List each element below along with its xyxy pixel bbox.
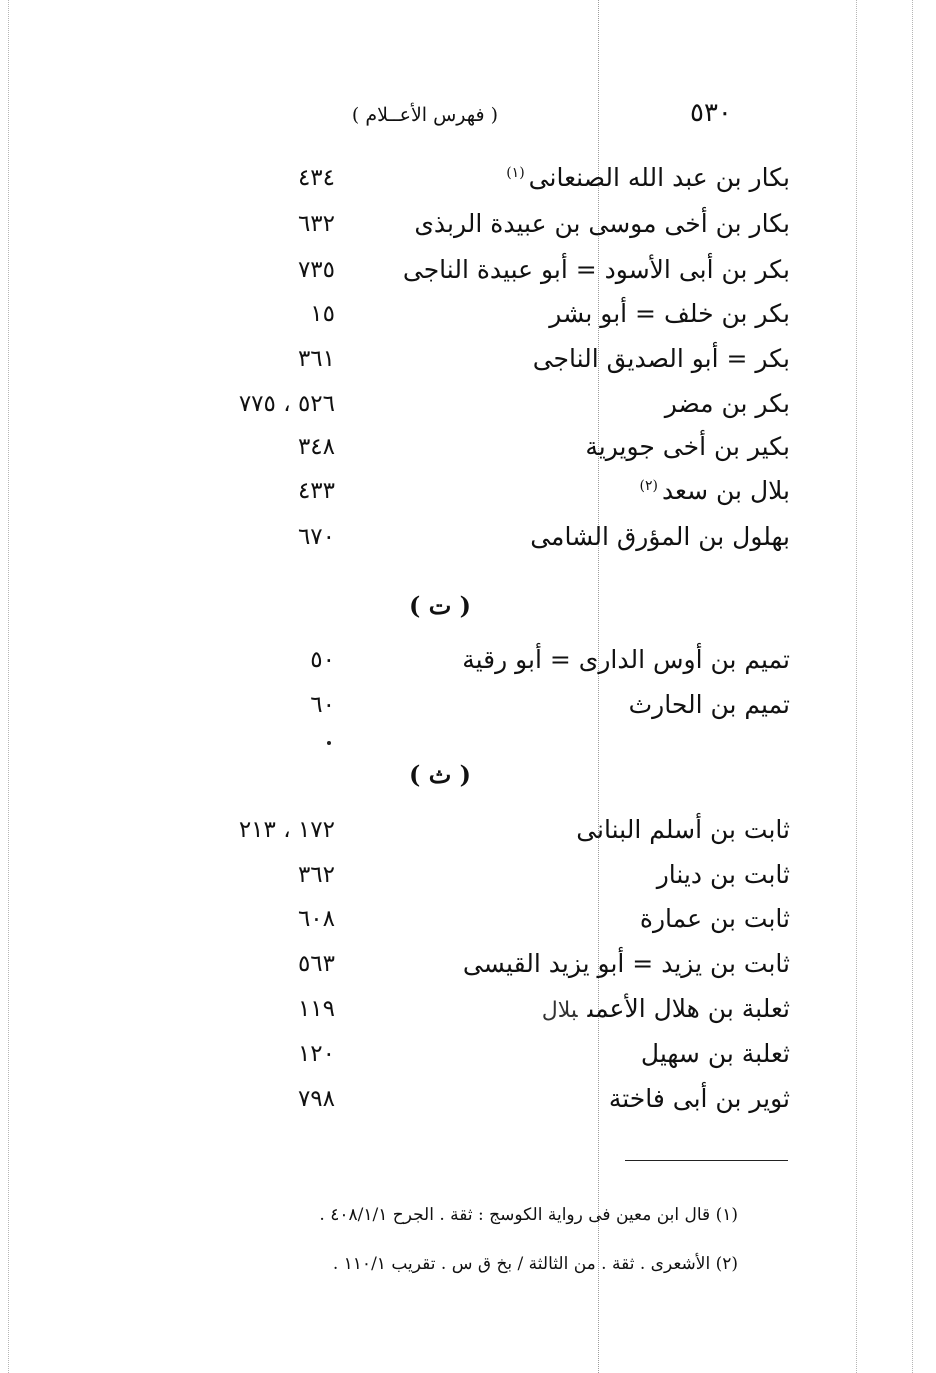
entry-name: بكار بن عبد الله الصنعانى bbox=[528, 163, 790, 192]
entry-pages: ٥٦٣ bbox=[297, 951, 335, 977]
entry-name: بكير بن أخى جويرية bbox=[585, 432, 790, 461]
footnote-ref: (١) bbox=[506, 164, 525, 181]
entry-pages: ٦٠ bbox=[310, 692, 335, 718]
index-entry bbox=[180, 522, 790, 562]
entry-pages: ٧٣٥ bbox=[297, 257, 335, 283]
entry-name-wrap bbox=[542, 994, 790, 1023]
entry-pages: ٧٩٨ bbox=[297, 1086, 335, 1112]
footnote-1: (١) قال ابن معين فى رواية الكوسج : ثقة . الجرح ٤٠٨/١/١ . bbox=[319, 1205, 738, 1225]
index-entry bbox=[180, 432, 790, 472]
entry-name: ثعلبة بن سهيل bbox=[640, 1039, 790, 1068]
index-entry bbox=[180, 994, 790, 1034]
running-title: ( فهرس الأعــلام ) bbox=[351, 104, 499, 126]
entry-name: بكر = أبو الصديق الناجى bbox=[532, 344, 790, 373]
index-entry bbox=[180, 904, 790, 944]
entry-name: بهلول بن المؤرق الشامى bbox=[530, 522, 790, 551]
section-heading: ( ث ) bbox=[408, 760, 471, 789]
entry-pages: ٣٦٢ bbox=[297, 862, 335, 888]
entry-pages: ١٥ bbox=[310, 301, 335, 327]
index-entry bbox=[180, 389, 790, 429]
entry-pages: ١٢٠ bbox=[297, 1041, 335, 1067]
fold-line bbox=[598, 0, 599, 1373]
scan-artifact-line bbox=[912, 0, 913, 1373]
index-entry bbox=[180, 299, 790, 339]
entry-pages: ٣٦١ bbox=[297, 346, 335, 372]
entry-pages: ١١٩ bbox=[297, 996, 335, 1022]
entry-name: تميم بن أوس الدارى = أبو رقية bbox=[462, 645, 790, 674]
index-entry bbox=[180, 645, 790, 685]
index-entry bbox=[180, 1084, 790, 1124]
entry-name: ثابت بن يزيد = أبو يزيد القيسى bbox=[462, 949, 790, 978]
entry-pages: ٤٣٤ bbox=[297, 165, 335, 191]
entry-pages: ٦٣٢ bbox=[297, 211, 335, 237]
handwritten-correction: بلال bbox=[541, 998, 578, 1023]
entry-pages: ١٧٢ ، ٢١٣ bbox=[238, 817, 335, 843]
entry-name: ثوير بن أبى فاختة bbox=[608, 1084, 790, 1113]
index-entry bbox=[180, 815, 790, 855]
index-entry bbox=[180, 949, 790, 989]
entry-name: بكر بن مضر bbox=[664, 389, 790, 418]
entry-name: بكار بن أخى موسى بن عبيدة الربذى bbox=[414, 209, 790, 238]
scan-artifact-line bbox=[8, 0, 9, 1373]
index-entry bbox=[180, 860, 790, 900]
page-number: ٥٣٠ bbox=[690, 98, 732, 128]
entry-name: ثعلبة بن هلال الأعمى bbox=[587, 994, 790, 1023]
entry-pages: ٣٤٨ bbox=[297, 434, 335, 460]
entry-pages: ٦٠٨ bbox=[297, 906, 335, 932]
scan-artifact-line bbox=[856, 0, 857, 1373]
index-entry bbox=[180, 255, 790, 295]
footnote-ref: (٢) bbox=[639, 477, 658, 494]
entry-name: بكر بن خلف = أبو بشر bbox=[549, 299, 790, 328]
footnote-separator bbox=[625, 1160, 788, 1161]
entry-name-wrap bbox=[639, 476, 790, 505]
index-entry bbox=[180, 163, 790, 203]
entry-pages: ٤٣٣ bbox=[297, 478, 335, 504]
entry-name-wrap bbox=[506, 163, 790, 192]
entry-name: تميم بن الحارث bbox=[628, 690, 790, 719]
entry-name: ثابت بن دينار bbox=[656, 860, 790, 889]
entry-pages: ٥٠ bbox=[310, 647, 335, 673]
entry-pages: ٥٢٦ ، ٧٧٥ bbox=[238, 391, 335, 417]
index-entry bbox=[180, 690, 790, 730]
index-entry bbox=[180, 476, 790, 516]
section-heading: ( ت ) bbox=[408, 591, 471, 620]
entry-name: بكر بن أبى الأسود = أبو عبيدة الناجى bbox=[402, 255, 790, 284]
index-entry bbox=[180, 209, 790, 249]
index-entry bbox=[180, 344, 790, 384]
entry-name: بلال بن سعد bbox=[661, 476, 790, 505]
entry-name: ثابت بن عمارة bbox=[639, 904, 790, 933]
index-entry bbox=[180, 1039, 790, 1079]
entry-pages: ٦٧٠ bbox=[297, 524, 335, 550]
footnote-2: (٢) الأشعرى . ثقة . من الثالثة / بخ ق س . تقريب ١١٠/١ . bbox=[332, 1254, 738, 1274]
stray-dot bbox=[327, 741, 331, 745]
entry-name: ثابت بن أسلم البنانى bbox=[576, 815, 790, 844]
